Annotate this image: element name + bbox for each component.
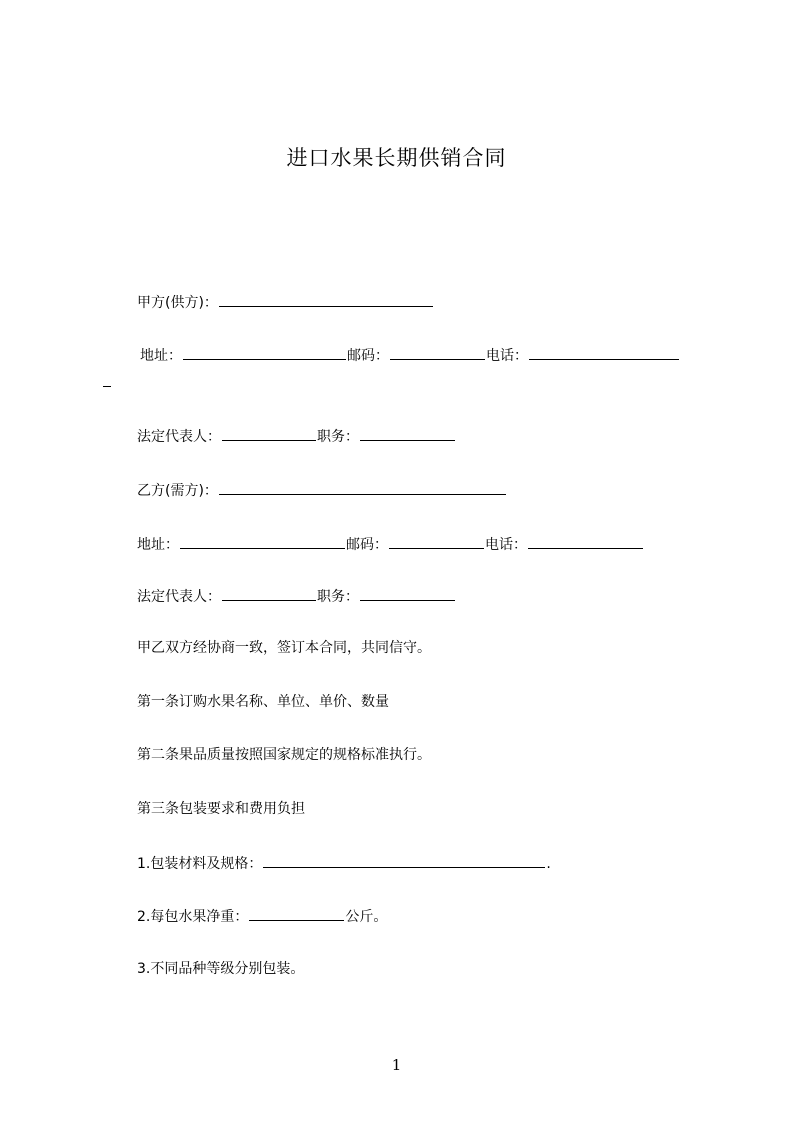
party-b-rep-line: [137, 586, 456, 606]
party-a-label: 甲方(供方)：: [137, 295, 218, 311]
party-b-blank[interactable]: [219, 480, 506, 495]
party-a-address-line: [140, 345, 680, 365]
party-a-position-blank[interactable]: [360, 426, 455, 441]
party-a-address-label: 地址：: [140, 348, 182, 364]
item-1-label: 1.包装材料及规格：: [137, 856, 263, 872]
party-a-phone-label: 电话：: [486, 348, 528, 364]
party-b-postcode-blank[interactable]: [389, 534, 484, 549]
party-b-line: [137, 480, 507, 500]
party-b-phone-blank[interactable]: [528, 534, 643, 549]
item-1-end: .: [546, 856, 551, 872]
item-2-label: 2.每包水果净重：: [137, 909, 249, 925]
agreement-paragraph: 甲乙双方经协商一致，签订本合同，共同信守。: [137, 640, 431, 656]
party-a-rep-line: [137, 426, 456, 446]
party-a-rep-label: 法定代表人：: [137, 429, 221, 445]
party-b-address-line: [137, 534, 644, 554]
party-a-rep-blank[interactable]: [222, 426, 316, 441]
article-2: 第二条果品质量按照国家规定的规格标准执行。: [137, 747, 431, 763]
contract-title: 进口水果长期供销合同: [286, 146, 507, 170]
party-b-rep-label: 法定代表人：: [137, 589, 221, 605]
party-b-position-blank[interactable]: [360, 586, 455, 601]
item-1-line: [137, 853, 551, 873]
party-a-line: [137, 292, 434, 312]
article-1: 第一条订购水果名称、单位、单价、数量: [137, 694, 389, 710]
party-b-label: 乙方(需方)：: [137, 483, 218, 499]
item-2-blank[interactable]: [249, 906, 344, 921]
article-3: 第三条包装要求和费用负担: [137, 801, 305, 817]
party-a-phone-blank[interactable]: [529, 345, 679, 360]
item-2-line: [137, 906, 387, 926]
page-number: 1: [391, 1056, 402, 1074]
party-b-postcode-label: 邮码：: [346, 537, 388, 553]
party-b-position-label: 职务：: [317, 589, 359, 605]
item-3-line: 3.不同品种等级分别包装。: [137, 961, 305, 977]
item-2-unit: 公斤。: [345, 909, 388, 925]
party-a-address-blank[interactable]: [183, 345, 346, 360]
party-b-rep-blank[interactable]: [222, 586, 316, 601]
party-b-phone-label: 电话：: [485, 537, 527, 553]
party-b-address-blank[interactable]: [180, 534, 345, 549]
wrapped-underline: [103, 386, 111, 387]
party-a-position-label: 职务：: [317, 429, 359, 445]
party-a-blank[interactable]: [219, 292, 433, 307]
party-a-postcode-label: 邮码：: [347, 348, 389, 364]
party-b-address-label: 地址：: [137, 537, 179, 553]
item-1-blank[interactable]: [263, 853, 545, 868]
party-a-postcode-blank[interactable]: [390, 345, 485, 360]
